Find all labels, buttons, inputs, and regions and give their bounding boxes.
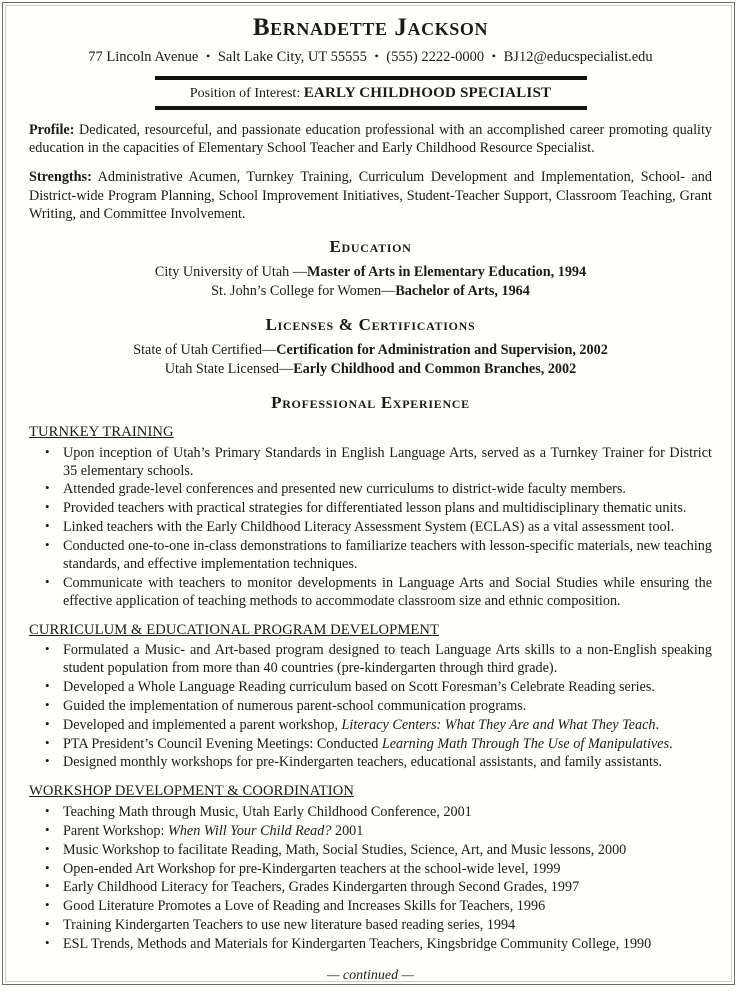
experience-bullet — [29, 575, 712, 611]
experience-bullet — [29, 538, 712, 574]
horizontal-rule-bottom — [155, 106, 587, 110]
strengths-label: Strengths: — [29, 169, 92, 186]
experience-section — [29, 772, 712, 954]
contact-line — [29, 49, 712, 66]
experience-bullet — [29, 445, 712, 481]
bullet-text: Linked teachers with the Early Childhood Literacy Assessment System (ECLAS) as a vital assessment tool. — [63, 519, 675, 536]
licenses-entries — [29, 341, 712, 378]
experience-bullet — [29, 736, 712, 754]
bullet-text: Conducted one-to-one in-class demonstrations to familiarize teachers with lesson-specific materials, new teaching standards, and effective implementation techniques. — [63, 538, 712, 572]
bullet-text: Training Kindergarten Teachers to use new literature based reading series, 1994 — [63, 917, 516, 934]
bullet-text-suffix: 2001 — [331, 822, 364, 839]
experience-bullet — [29, 481, 712, 499]
section-heading-education: Education — [329, 237, 412, 256]
experience-bullet — [29, 519, 712, 537]
bullet-text: Attended grade-level conferences and presented new curriculums to district-wide faculty members. — [63, 481, 626, 498]
experience-bullet — [29, 500, 712, 518]
contact-phone: (555) 2222-0000 — [386, 48, 485, 65]
bullet-text-suffix: . — [655, 716, 660, 733]
education-entries — [29, 263, 712, 300]
education-institution: St. John’s College for Women— — [211, 283, 396, 300]
experience-bullet — [29, 898, 712, 916]
experience-section — [29, 611, 712, 773]
bullet-text: Upon inception of Utah’s Primary Standards in English Language Arts, served as a Turnkey Trainer for District 35 elementary schools. — [63, 444, 712, 479]
experience-bullet-list — [29, 642, 712, 772]
contact-city-state-zip: Salt Lake City, UT 55555 — [217, 48, 367, 65]
strengths-text: Administrative Acumen, Turnkey Training, Curriculum Development and Implementation, School- and District-wide Program Planning, School Improvement Initiatives, Student-Teacher Support, Classroom Teaching, Grant Writing, and Committee Involvement. — [29, 169, 712, 222]
position-of-interest-label: Position of Interest: — [189, 85, 301, 101]
bullet-text: Developed a Whole Language Reading curriculum based on Scott Foresman’s Celebrate Reading series. — [63, 678, 655, 695]
experience-bullet — [29, 917, 712, 935]
bullet-text: Early Childhood Literacy for Teachers, Grades Kindergarten through Second Grades, 1997 — [63, 879, 580, 896]
bullet-text-suffix: . — [669, 735, 673, 752]
bullet-text-prefix: Developed and implemented a parent workshop, — [63, 716, 342, 733]
experience-bullet — [29, 842, 712, 860]
bullet-text: Provided teachers with practical strategies for differentiated lesson plans and multidisciplinary thematic units. — [63, 500, 687, 517]
experience-bullet — [29, 717, 712, 735]
license-entry — [29, 360, 712, 379]
experience-section-title: WORKSHOP DEVELOPMENT & COORDINATION — [29, 783, 354, 800]
experience-bullet-list — [29, 445, 712, 611]
strengths-paragraph — [29, 168, 712, 223]
resume-page — [3, 3, 736, 986]
experience-section-title: TURNKEY TRAINING — [29, 424, 174, 441]
bullet-text: ESL Trends, Methods and Materials for Kindergarten Teachers, Kingsbridge Community College, 1990 — [63, 936, 652, 953]
education-credential: Bachelor of Arts, 1964 — [395, 283, 530, 300]
education-entry — [29, 282, 712, 301]
page-border-frame — [2, 2, 735, 985]
position-of-interest-text — [155, 80, 587, 106]
bullet-text: Designed monthly workshops for pre-Kindergarten teachers, educational assistants, and family assistants. — [63, 754, 663, 771]
contact-separator-2: • — [374, 48, 379, 63]
bullet-text: Formulated a Music- and Art-based program designed to teach Language Arts skills to a non-English speaking student population from more than 40 countries (pre-kindergarten through third grade). — [63, 642, 712, 677]
experience-bullet — [29, 823, 712, 841]
bullet-text-italic: Learning Math Through The Use of Manipulatives — [381, 735, 670, 752]
continued-footer: — continued — — [326, 967, 415, 983]
bullet-text: Open-ended Art Workshop for pre-Kindergarten teachers at the school-wide level, 1999 — [63, 860, 561, 877]
bullet-text: Communicate with teachers to monitor developments in Language Arts and Social Studies while ensuring the effective application of teaching methods to accommodate classroom size and ethnic composition. — [63, 574, 712, 609]
bullet-text-prefix: PTA President’s Council Evening Meetings: Conducted — [63, 735, 382, 752]
profile-text: Dedicated, resourceful, and passionate education professional with an accomplished career promoting quality education in the capacities of Elementary School Teacher and Early Childhood Resource Specialist. — [29, 122, 712, 157]
experience-sections — [29, 413, 712, 954]
license-credential: Early Childhood and Common Branches, 2002 — [293, 360, 577, 377]
experience-bullet — [29, 936, 712, 954]
contact-separator-1: • — [206, 48, 211, 63]
bullet-text-italic: Literacy Centers: What They Are and What They Teach — [341, 716, 656, 733]
education-institution: City University of Utah — — [154, 264, 307, 281]
experience-bullet — [29, 879, 712, 897]
contact-address: 77 Lincoln Avenue — [88, 48, 199, 65]
experience-section — [29, 413, 712, 611]
section-heading-licenses: Licenses & Certifications — [265, 314, 476, 334]
profile-paragraph — [29, 121, 712, 157]
experience-section-title: CURRICULUM & EDUCATIONAL PROGRAM DEVELOPMENT — [29, 621, 440, 638]
experience-bullet — [29, 698, 712, 716]
license-issuer: State of Utah Certified— — [133, 342, 277, 359]
contact-email: BJ12@educspecialist.edu — [503, 48, 653, 65]
experience-bullet-list — [29, 804, 712, 954]
education-credential: Master of Arts in Elementary Education, 1994 — [306, 264, 587, 281]
bullet-text: Guided the implementation of numerous parent-school communication programs. — [63, 697, 527, 714]
bullet-text: Good Literature Promotes a Love of Reading and Increases Skills for Teachers, 1996 — [63, 898, 546, 915]
license-entry — [29, 341, 712, 360]
experience-bullet — [29, 861, 712, 879]
experience-bullet — [29, 679, 712, 697]
position-of-interest-block — [155, 76, 587, 110]
bullet-text-italic: When Will Your Child Read? — [168, 822, 332, 839]
position-of-interest-value: EARLY CHILDHOOD SPECIALIST — [303, 84, 552, 101]
bullet-text-prefix: Parent Workshop: — [63, 822, 168, 839]
profile-label: Profile: — [29, 122, 75, 139]
experience-bullet — [29, 804, 712, 822]
bullet-text: Music Workshop to facilitate Reading, Math, Social Studies, Science, Art, and Music lessons, 2000 — [63, 841, 627, 858]
candidate-name: Bernadette Jackson — [252, 14, 489, 41]
experience-bullet — [29, 642, 712, 678]
license-credential: Certification for Administration and Supervision, 2002 — [276, 342, 608, 359]
contact-separator-3: • — [491, 48, 496, 63]
license-issuer: Utah State Licensed— — [164, 360, 294, 377]
section-heading-professional-experience: Professional Experience — [271, 392, 470, 412]
education-entry — [29, 263, 712, 282]
bullet-text: Teaching Math through Music, Utah Early Childhood Conference, 2001 — [63, 803, 472, 820]
experience-bullet — [29, 754, 712, 772]
